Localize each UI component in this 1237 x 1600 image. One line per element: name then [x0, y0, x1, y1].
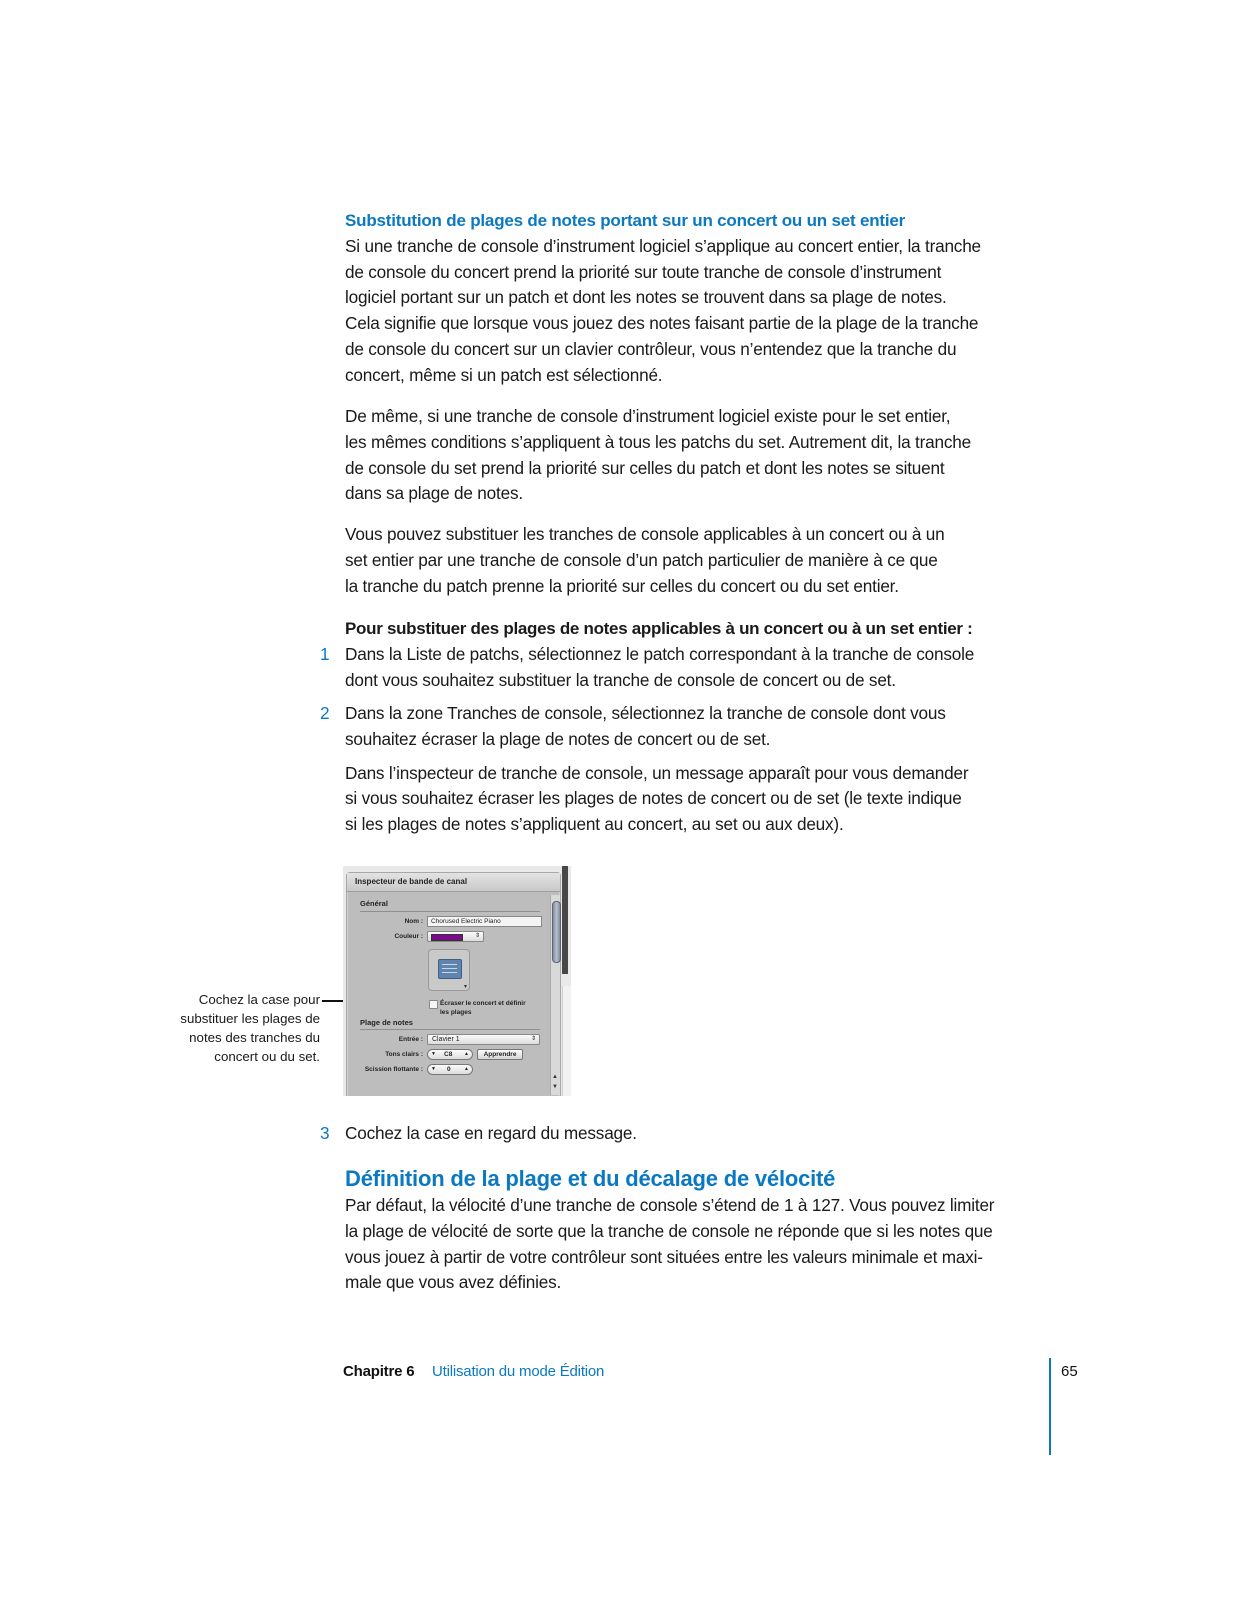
text-line: Cela signifie que lorsque vous jouez des notes faisant partie de la plage de la tranche — [345, 313, 979, 334]
text-line: souhaitez écraser la plage de notes de concert ou de set. — [345, 728, 771, 749]
name-field[interactable]: Chorused Electric Piano — [427, 916, 542, 927]
text-line: les mêmes conditions s’appliquent à tous les patchs du set. Autrement dit, la tranche — [345, 431, 971, 452]
text-line: set entier par une tranche de console d’un patch particulier de manière à ce que — [345, 549, 938, 570]
text-line: Si une tranche de console d’instrument logiciel s’applique au concert entier, la tranche — [345, 235, 981, 256]
text-line: Cochez la case en regard du message. — [345, 1123, 637, 1143]
text-line: dont vous souhaitez substituer la tranche de console de concert ou de set. — [345, 669, 896, 690]
divider — [360, 911, 540, 912]
inspector-title: Inspecteur de bande de canal — [347, 873, 560, 892]
text-line: logiciel portant sur un patch et dont les notes se trouvent dans sa plage de notes. — [345, 287, 947, 308]
name-label: Nom : — [404, 918, 423, 925]
window-edge — [562, 866, 568, 974]
divider — [360, 1029, 540, 1030]
input-value: Clavier 1 — [432, 1036, 460, 1043]
decrement-icon[interactable]: ▼ — [431, 1066, 436, 1072]
text-line: male que vous avez définies. — [345, 1272, 562, 1293]
color-label: Couleur : — [394, 933, 423, 940]
color-popup[interactable] — [427, 931, 484, 942]
adjacent-panel-strip — [562, 986, 571, 1096]
scrollbar-thumb[interactable] — [552, 901, 561, 963]
folder-document-icon — [438, 959, 462, 979]
updown-arrows-icon: ⇕ — [474, 933, 480, 939]
overwrite-checkbox-label — [440, 999, 526, 1017]
keys-value: C8 — [444, 1051, 453, 1058]
text-line: De même, si une tranche de console d’instrument logiciel existe pour le set entier, — [345, 406, 951, 426]
split-value: 0 — [447, 1066, 451, 1073]
text-line: la plage de vélocité de sorte que la tranche de console ne réponde que si les notes que — [345, 1220, 993, 1241]
text-line: Dans la zone Tranches de console, sélectionnez la tranche de console dont vous — [345, 703, 946, 723]
section-note-range: Plage de notes — [360, 1018, 413, 1027]
section-1 — [345, 208, 1055, 389]
paragraph-1 — [345, 234, 1055, 389]
label-line: les plages — [440, 1009, 472, 1016]
paragraph-3 — [345, 522, 1055, 599]
text-line: de console du set prend la priorité sur celles du patch et dont les notes se situent — [345, 457, 945, 478]
task-title — [345, 616, 1055, 642]
paragraph-2 — [345, 404, 1055, 507]
section-2 — [345, 1165, 1055, 1296]
text-line: Dans l’inspecteur de tranche de console, un message apparaît pour vous demander — [345, 762, 969, 783]
overwrite-checkbox[interactable] — [429, 1000, 438, 1009]
callout-line-text: Cochez la case pour — [198, 992, 320, 1007]
step-number: 2 — [320, 703, 330, 723]
learn-button[interactable]: Apprendre — [477, 1049, 523, 1060]
text-line: Dans la Liste de patchs, sélectionnez le patch correspondant à la tranche de console — [345, 644, 975, 664]
paragraph — [345, 1193, 1055, 1296]
task-title-text: Pour substituer des plages de notes applicables à un concert ou à un set entier : — [345, 619, 973, 638]
updown-arrows-icon: ⇕ — [530, 1036, 536, 1042]
increment-icon[interactable]: ▲ — [464, 1051, 469, 1057]
step-number: 3 — [320, 1123, 330, 1143]
step-number: 1 — [320, 644, 330, 664]
text-line: la tranche du patch prenne la priorité sur celles du concert ou du set entier. — [345, 575, 899, 596]
step-2 — [320, 701, 1060, 841]
color-swatch — [431, 934, 463, 941]
footer-chapter-title: Utilisation du mode Édition — [432, 1363, 605, 1380]
split-stepper[interactable] — [427, 1064, 473, 1075]
footer-divider — [1049, 1358, 1051, 1455]
scroll-up-icon[interactable]: ▲ — [552, 1074, 558, 1080]
page-number: 65 — [1061, 1363, 1078, 1380]
split-label: Scission flottante : — [364, 1066, 423, 1073]
text-line: vous jouez à partir de votre contrôleur sont situées entre les valeurs minimale et maxi- — [345, 1246, 983, 1267]
figure-callout — [150, 990, 320, 1066]
keys-stepper[interactable] — [427, 1049, 473, 1060]
text-line: de console du concert sur un clavier contrôleur, vous n’entendez que la tranche du — [345, 338, 957, 359]
text-line: Par défaut, la vélocité d’une tranche de console s’étend de 1 à 127. Vous pouvez limiter — [345, 1195, 995, 1215]
text-line: concert, même si un patch est sélectionné. — [345, 364, 663, 385]
section-general: Général — [360, 899, 388, 908]
callout-line-text: substituer les plages de — [180, 1011, 320, 1026]
section-heading: Substitution de plages de notes portant sur un concert ou un set entier — [345, 211, 906, 230]
text-line: Vous pouvez substituer les tranches de console applicables à un concert ou à un — [345, 524, 945, 544]
inspector-screenshot — [343, 866, 571, 1096]
keys-label: Tons clairs : — [385, 1051, 423, 1058]
inspector-panel — [346, 872, 561, 1096]
scroll-down-icon[interactable]: ▼ — [552, 1084, 558, 1090]
decrement-icon[interactable]: ▼ — [431, 1051, 436, 1057]
label-line: Écraser le concert et définir — [440, 1000, 526, 1007]
text-line: si vous souhaitez écraser les plages de notes de concert ou de set (le texte indique — [345, 788, 962, 809]
step-1 — [320, 642, 1060, 694]
increment-icon[interactable]: ▲ — [464, 1066, 469, 1072]
input-popup[interactable] — [427, 1034, 540, 1045]
dropdown-triangle-icon: ▾ — [463, 984, 467, 990]
section-heading: Définition de la plage et du décalage de vélocité — [345, 1166, 836, 1191]
text-line: dans sa plage de notes. — [345, 483, 523, 504]
channel-icon-button[interactable] — [428, 949, 470, 991]
footer-chapter: Chapitre 6 — [343, 1363, 415, 1380]
text-line: de console du concert prend la priorité sur toute tranche de console d’instrument — [345, 261, 942, 282]
scrollbar[interactable] — [550, 895, 560, 1095]
text-line: si les plages de notes s’appliquent au concert, au set ou aux deux). — [345, 814, 844, 835]
callout-line-text: concert ou du set. — [214, 1049, 320, 1064]
input-label: Entrée : — [398, 1036, 423, 1043]
callout-line-text: notes des tranches du — [189, 1030, 320, 1045]
step-3 — [320, 1121, 1060, 1147]
